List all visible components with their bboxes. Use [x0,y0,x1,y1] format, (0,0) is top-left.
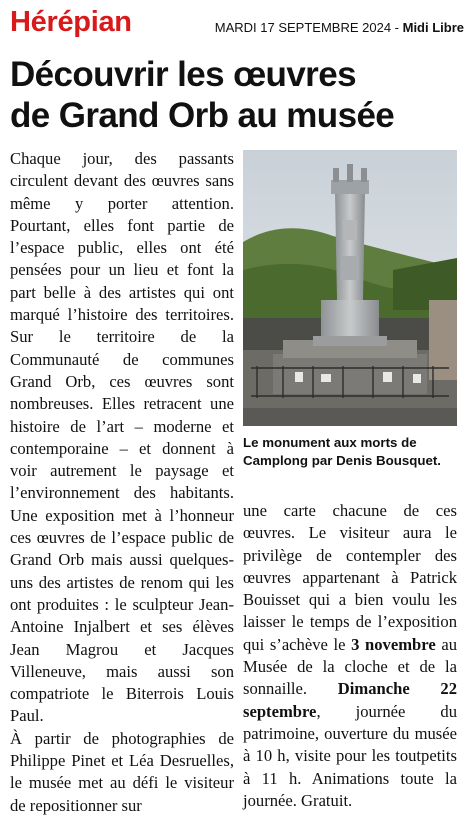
page-header [8,6,466,40]
section-town: Hérépian [10,6,132,38]
photo-caption: Le monument aux morts de Camplong par Denis Bousquet. [243,435,441,468]
paragraph-3-part-3: , journée du patrimoine, ouverture du musée à 10 h, visite pour les toutpetits à 11 h. Animations toute la journée. Gratuit. [243,701,457,810]
headline-line-2: de Grand Orb au musée [10,96,395,135]
heritage-day-date: Dimanche 22 septembre [243,679,457,721]
issue-date: MARDI 17 SEPTEMBRE 2024 - [214,20,403,35]
article-photo [243,150,457,426]
paragraph-1: Chaque jour, des passants circulent devant des œuvres sans même y porter attention. Pourtant, elles font partie de l’espace public, elles ont été pensées pour un lieu et font la part belle à des artistes qui ont marqué l’histoire des territoires. Sur le territoire de la Communauté de communes Grand Orb, ces œuvres sont nombreuses. Elles retracent une histoire de l’art – moderne et contemporaine – et donnent à voir autrement le paysage et l’environnement des habitants. Une exposition met à l’honneur ces œuvres de l’espace public de Grand Orb mais aussi quelques-uns des artistes de renom qui les ont produites : le sculpteur Jean-Antoine Injalbert et ses élèves Jean Magrou et Jacques Villeneuve, mais aussi son compatriote le Biterrois Louis Paul. [10,149,234,726]
article-column-1 [10,148,234,817]
headline-line-1: Découvrir les œuvres [10,55,356,94]
article-headline [10,54,466,136]
paragraph-2: À partir de photographies de Philippe Pinet et Léa Desruelles, le musée met au défi le visiteur de repositionner sur [10,728,234,815]
paragraph-3 [243,500,457,812]
article-column-2 [243,500,457,812]
war-memorial-photo [243,150,457,426]
paragraph-3-part-1: une carte chacune de ces œuvres. Le visiteur aura le privilège de contempler des œuvres appartenant à Patrick Bouisset qui a bien voulu les laisser le temps de l’exposition qui s’achève le [243,501,457,654]
paragraph-3-part-2: au Musée de la cloche et de la sonnaille. [243,634,457,699]
newspaper-name: Midi Libre [402,20,464,35]
dateline [215,20,464,35]
closing-date: 3 novembre [351,634,436,654]
